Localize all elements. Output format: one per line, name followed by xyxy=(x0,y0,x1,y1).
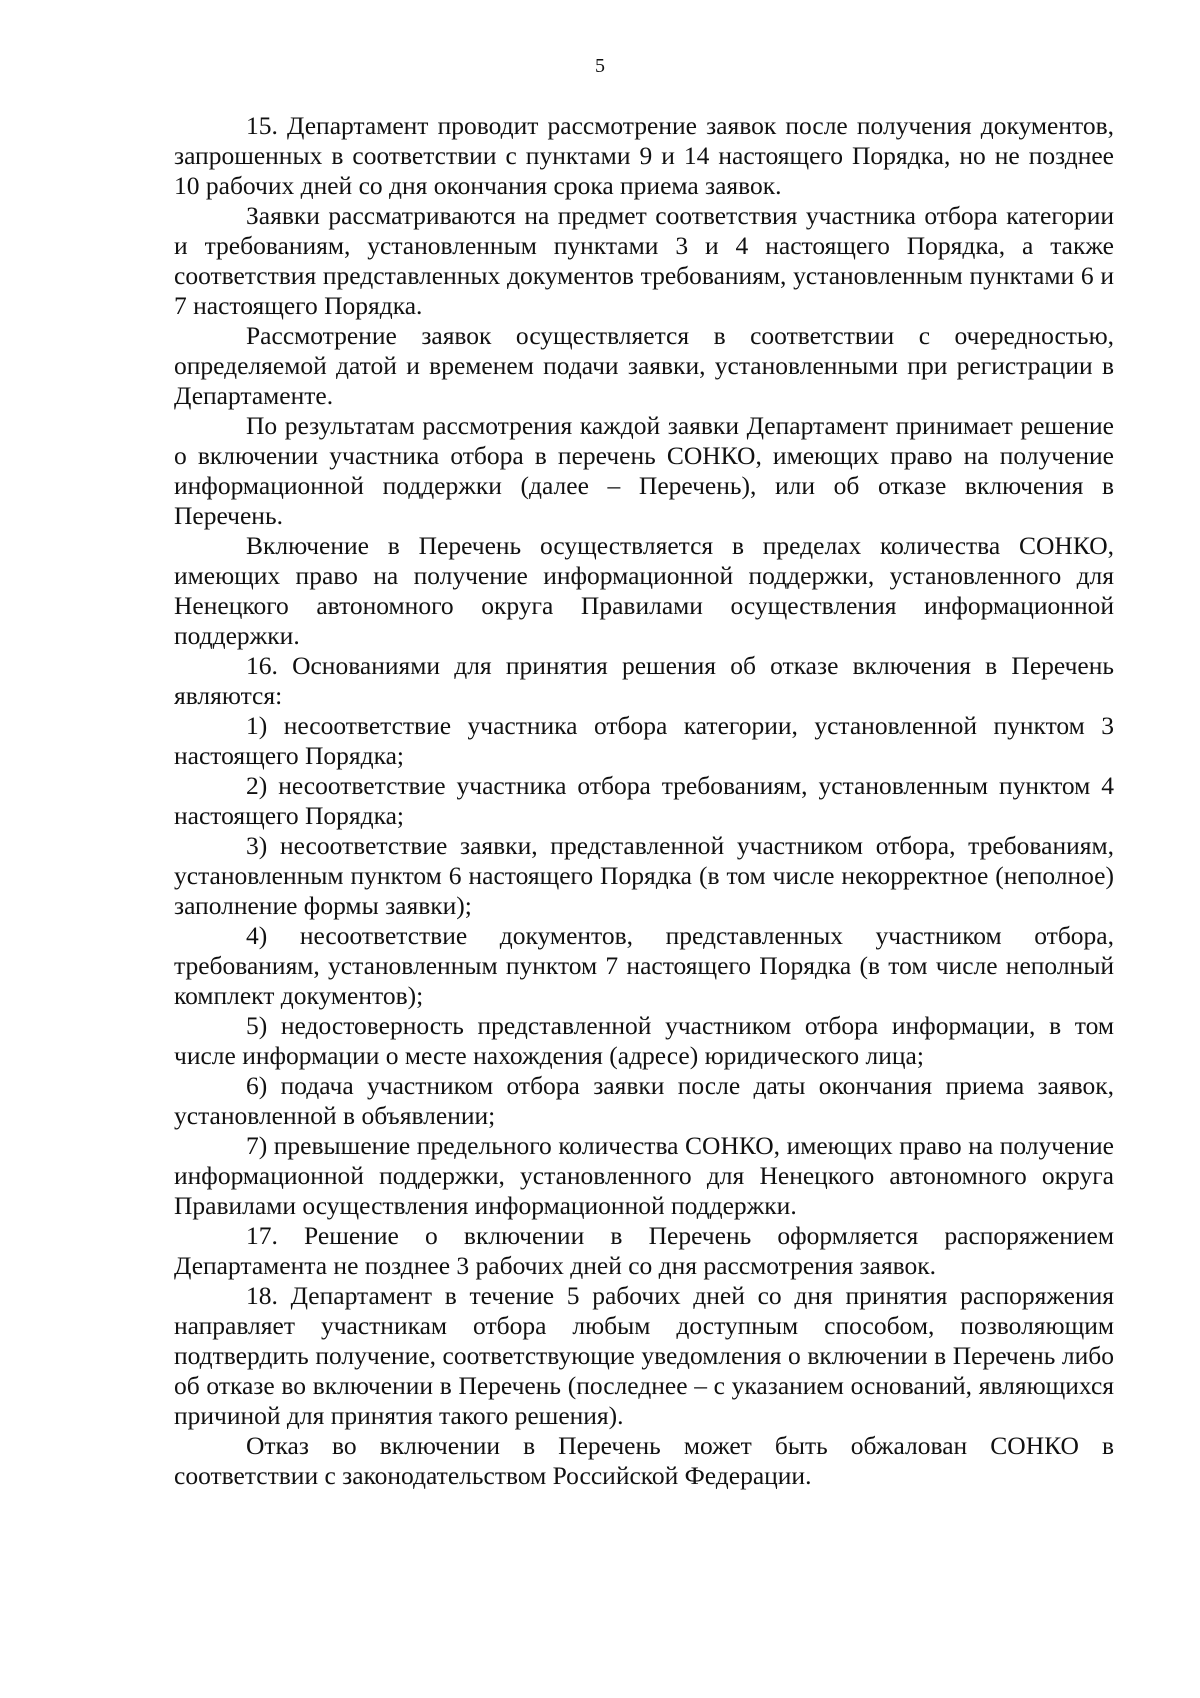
list-item-5: 5) недостоверность представленной участником отбора информации, в том числе информации о месте нахождения (адресе) юридического лица; xyxy=(174,1011,1114,1070)
list-item-4: 4) несоответствие документов, представленных участником отбора, требованиям, установленным пунктом 7 настоящего Порядка (в том числе неполный комплект документов); xyxy=(174,921,1114,1010)
paragraph-16-refusal-grounds: 16. Основаниями для принятия решения об отказе включения в Перечень являются: xyxy=(174,651,1114,710)
paragraph-17-decision-order: 17. Решение о включении в Перечень оформляется распоряжением Департамента не позднее 3 рабочих дней со дня рассмотрения заявок. xyxy=(174,1221,1114,1280)
list-item-2: 2) несоответствие участника отбора требованиям, установленным пунктом 4 настоящего Порядка; xyxy=(174,771,1114,830)
paragraph-review-order: Рассмотрение заявок осуществляется в соответствии с очередностью, определяемой датой и временем подачи заявки, установленными при регистрации в Департаменте. xyxy=(174,321,1114,410)
list-item-3: 3) несоответствие заявки, представленной участником отбора, требованиям, установленным пунктом 6 настоящего Порядка (в том числе некорректное (неполное) заполнение формы заявки); xyxy=(174,831,1114,920)
paragraph-review-decision: По результатам рассмотрения каждой заявки Департамент принимает решение о включении участника отбора в перечень СОНКО, имеющих право на получение информационной поддержки (далее – Перечень), или об отказе включения в Перечень. xyxy=(174,411,1114,530)
paragraph-15-review: 15. Департамент проводит рассмотрение заявок после получения документов, запрошенных в соответствии с пунктами 9 и 14 настоящего Порядка, но не позднее 10 рабочих дней со дня окончания срока приема заявок. xyxy=(174,111,1114,200)
list-item-7: 7) превышение предельного количества СОНКО, имеющих право на получение информационной поддержки, установленного для Ненецкого автономного округа Правилами осуществления информационной поддержки. xyxy=(174,1131,1114,1220)
paragraph-review-subject: Заявки рассматриваются на предмет соответствия участника отбора категории и требованиям, установленным пунктами 3 и 4 настоящего Порядка, а также соответствия представленных документов требованиям, установленным пунктами 6 и 7 настоящего Порядка. xyxy=(174,201,1114,320)
list-item-1: 1) несоответствие участника отбора категории, установленной пунктом 3 настоящего Порядка; xyxy=(174,711,1114,770)
paragraph-inclusion-limits: Включение в Перечень осуществляется в пределах количества СОНКО, имеющих право на получение информационной поддержки, установленного для Ненецкого автономного округа Правилами осуществления информационной поддержки. xyxy=(174,531,1114,650)
list-item-6: 6) подача участником отбора заявки после даты окончания приема заявок, установленной в объявлении; xyxy=(174,1071,1114,1130)
page-number: 5 xyxy=(595,55,605,77)
document-body xyxy=(174,111,1114,1491)
paragraph-appeal: Отказ во включении в Перечень может быть обжалован СОНКО в соответствии с законодательством Российской Федерации. xyxy=(174,1431,1114,1490)
paragraph-18-notification: 18. Департамент в течение 5 рабочих дней со дня принятия распоряжения направляет участникам отбора любым доступным способом, позволяющим подтвердить получение, соответствующие уведомления о включении в Перечень либо об отказе во включении в Перечень (последнее – с указанием оснований, являющихся причиной для принятия такого решения). xyxy=(174,1281,1114,1430)
